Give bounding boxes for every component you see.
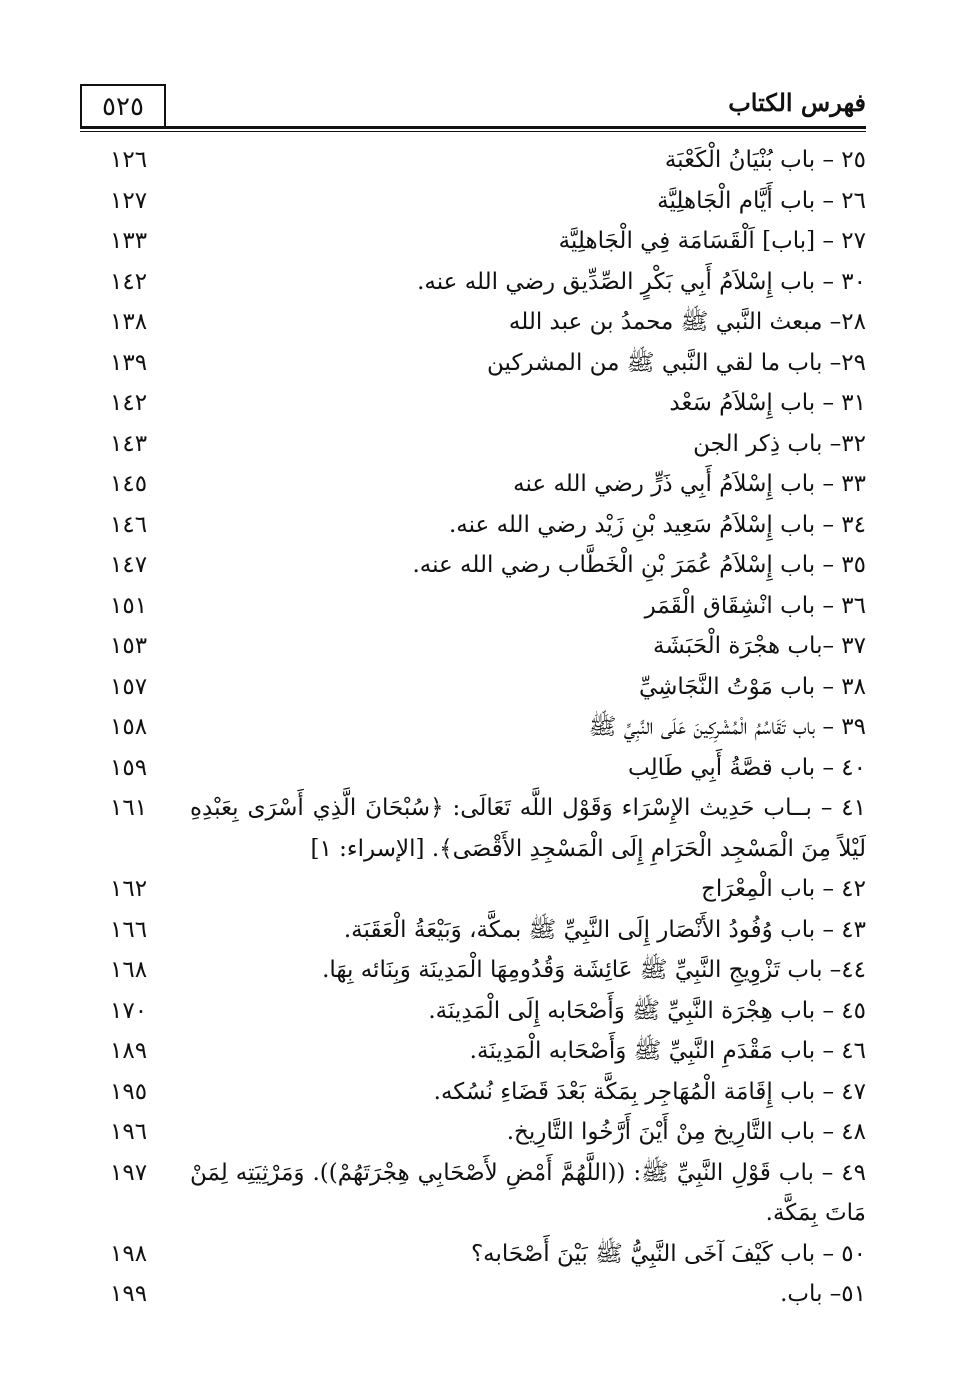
toc-entry-page-number: ١٥٧ <box>110 673 148 700</box>
toc-entry-title: ٣١ – باب إِسْلاَمُ سَعْد <box>669 390 866 416</box>
toc-entry <box>110 1234 866 1275</box>
toc-entry-title: ٢٧ – [باب] اَلْقَسَامَة فِي الْجَاهلِيَّة <box>558 228 866 254</box>
toc-entry <box>110 424 866 465</box>
toc-entry <box>110 181 866 222</box>
toc-entry-title: ٣٨ – باب مَوْتُ النَّجَاشِيِّ <box>638 673 866 700</box>
toc-entry-page-number: ١٩٦ <box>110 1119 148 1145</box>
toc-entry-page-number: ١٣٣ <box>110 228 148 254</box>
toc-entry-page-number: ١٤٢ <box>110 268 148 295</box>
toc-entry <box>110 748 866 789</box>
toc-entry-page-number: ١٢٧ <box>110 187 148 214</box>
toc-entry-page-number: ١٩٨ <box>110 1240 148 1267</box>
toc-entry-page-number: ١٤٦ <box>110 511 148 538</box>
toc-entry-title: ٣٢– باب ذِكر الجن <box>693 430 866 457</box>
toc-entry-page-number: ١٤٧ <box>110 552 148 578</box>
toc-entry-page-number: ١٢٦ <box>110 147 148 173</box>
page-number-box <box>80 84 166 128</box>
toc-entry <box>110 667 866 708</box>
toc-entry <box>110 302 866 343</box>
toc-entry-page-number: ١٨٩ <box>110 1038 148 1064</box>
toc-entry-title: ٤٥ – باب هِجْرَة النَّبِيِّ ﷺ وَأَصْحَابه إِلَى الْمَدِينَة. <box>428 997 866 1024</box>
toc-entry-page-number: ١٥٣ <box>110 633 148 659</box>
toc-entry <box>110 1153 866 1234</box>
toc-entry-title: ٤٣ – باب وُفُودُ الأَنْصَار إِلَى النَّبِيِّ ﷺ بمكَّة، وَبَيْعَةُ الْعَقَبَة. <box>343 916 866 943</box>
toc-entry-title: ٤٢ – باب الْمِعْرَاج <box>701 876 866 902</box>
toc-entry-page-number: ١٦٨ <box>110 957 148 983</box>
toc-entry-title: ٤٦ – باب مَقْدَمِ النَّبِيِّ ﷺ وَأَصْحَابه الْمَدِينَة. <box>469 1038 866 1064</box>
toc-entry-page-number: ١٤٣ <box>110 430 148 457</box>
toc-entry-page-number: ١٦٦ <box>110 916 148 943</box>
toc-entry <box>110 545 866 586</box>
toc-entry <box>110 869 866 910</box>
toc-entry <box>110 707 866 748</box>
page-number: ٥٢٥ <box>102 92 144 122</box>
toc-entry-page-number: ١٩٩ <box>110 1281 148 1307</box>
toc-entry <box>110 1031 866 1072</box>
toc-entry <box>110 1274 866 1315</box>
toc-entry <box>110 910 866 951</box>
toc-entry-page-number: ١٩٧ <box>110 1159 148 1186</box>
toc-entry-title: ٤٤– باب تَزْوِيجِ النَّبِيِّ ﷺ عَائِشَة وَقُدُومِهَا الْمَدِينَة وَبِنَائه بِهَا. <box>322 957 866 983</box>
toc-entry-title: ٣٤ – باب إِسْلاَمُ سَعِيد بْنِ زَيْد رضي الله عنه. <box>448 511 866 538</box>
toc-entry <box>110 505 866 546</box>
toc-entry-title: ٤٠ – باب قصَّةُ أَبِي طَالِب <box>628 754 866 781</box>
toc-entry-title: ٢٨– مبعث النَّبي ﷺ محمدُ بن عبد الله <box>508 309 866 335</box>
toc-entry-title: ٤٨ – باب التَّارِيخ مِنْ أَيْنَ أَرَّخُوا التَّارِيخ. <box>506 1119 866 1145</box>
toc-entry-title: ٣٣ – باب إِسْلاَمُ أَبِي ذَرٍّ رضي الله عنه <box>513 471 866 497</box>
toc-entry-page-number: ١٦٢ <box>110 876 148 902</box>
header-rule-thin <box>80 131 866 132</box>
toc-entry <box>110 140 866 181</box>
toc-entry-title: ٥٠ – باب كَيْفَ آخَى النَّبِيُّ ﷺ بَيْنَ أَصْحَابه؟ <box>470 1240 866 1267</box>
toc-entry-title: ٢٦ – باب أَيَّام الْجَاهلِيَّة <box>657 187 866 214</box>
toc-entry-page-number: ١٣٩ <box>110 349 148 376</box>
header-rule-thick <box>80 126 866 129</box>
toc-entry-title: ٥١– باب. <box>780 1281 866 1307</box>
toc-entry-page-number: ١٥١ <box>110 592 148 619</box>
toc-entry-page-number: ١٧٠ <box>110 997 148 1024</box>
toc-entry-title: ٤٧ – باب إِقَامَة الْمُهَاجِر بِمَكَّة بَعْدَ قَضَاءِ نُسُكه. <box>433 1078 866 1105</box>
toc-entry <box>110 991 866 1032</box>
toc-entry <box>110 262 866 303</box>
toc-entry-page-number: ١٤٢ <box>110 390 148 416</box>
toc-entry-title: ٣٥ – باب إِسْلاَمُ عُمَرَ بْنِ الْخَطَّاب رضي الله عنه. <box>412 552 866 578</box>
running-title: فهرس الكتاب <box>728 88 866 117</box>
toc-entry-title: ٣٧ –باب هجْرَة الْحَبَشَة <box>653 633 866 659</box>
toc-entry-title: ٣٠ – باب إِسْلاَمُ أَبِي بَكْرٍ الصِّدِّيق رضي الله عنه. <box>417 268 866 295</box>
toc-entry <box>110 464 866 505</box>
page-header <box>80 84 866 132</box>
toc-entry <box>110 1112 866 1153</box>
toc-entry <box>110 586 866 627</box>
toc-entry-title: ٢٩– باب ما لقي النَّبي ﷺ من المشركين <box>487 349 866 376</box>
toc-entry <box>110 343 866 384</box>
toc-entry-page-number: ١٤٥ <box>110 471 148 497</box>
toc-entry-page-number: ١٥٩ <box>110 754 148 781</box>
toc-entry <box>110 1072 866 1113</box>
toc-entry-title: ٣٩ – باب تَقَاسُمُ الْمُشْرِكِينَ عَلَى النَّبِيِّ ﷺ <box>588 714 866 740</box>
toc-entry <box>110 221 866 262</box>
toc-entry-title: ٤٩ – باب قَوْلِ النَّبِيِّ ﷺ: ((اللَّهُمَّ أَمْضِ لأَصْحَابِي هِجْرَتَهُمْ)). وَمَرْثِيَتِه لِمَنْ مَاتَ بِمَكَّة. <box>190 1159 866 1226</box>
toc-entry <box>110 626 866 667</box>
toc-entry-title: ٤١ – بــاب حَدِيث الإِسْرَاء وَقَوْل اللَّه تَعَالَى: ﴿سُبْحَانَ الَّذِي أَسْرَى بِعَبْدِهِ لَيْلاً مِنَ الْمَسْجِد الْحَرَامِ إِلَى الْمَسْجِدِ الأَقْصَى﴾. [الإسراء: ١] <box>190 795 866 862</box>
toc-entry <box>110 950 866 991</box>
toc-entry-page-number: ١٥٨ <box>110 714 148 740</box>
toc-entry <box>110 383 866 424</box>
toc-entry-page-number: ١٦١ <box>110 795 148 821</box>
toc-entry-page-number: ١٣٨ <box>110 309 148 335</box>
toc-entry <box>110 788 866 869</box>
toc-entry-title: ٢٥ – باب بُنْيَانُ الْكَعْبَة <box>664 147 866 173</box>
toc-entry-page-number: ١٩٥ <box>110 1078 148 1105</box>
toc-entry-title: ٣٦ – باب انْشِقَاق الْقَمَر <box>644 592 866 619</box>
